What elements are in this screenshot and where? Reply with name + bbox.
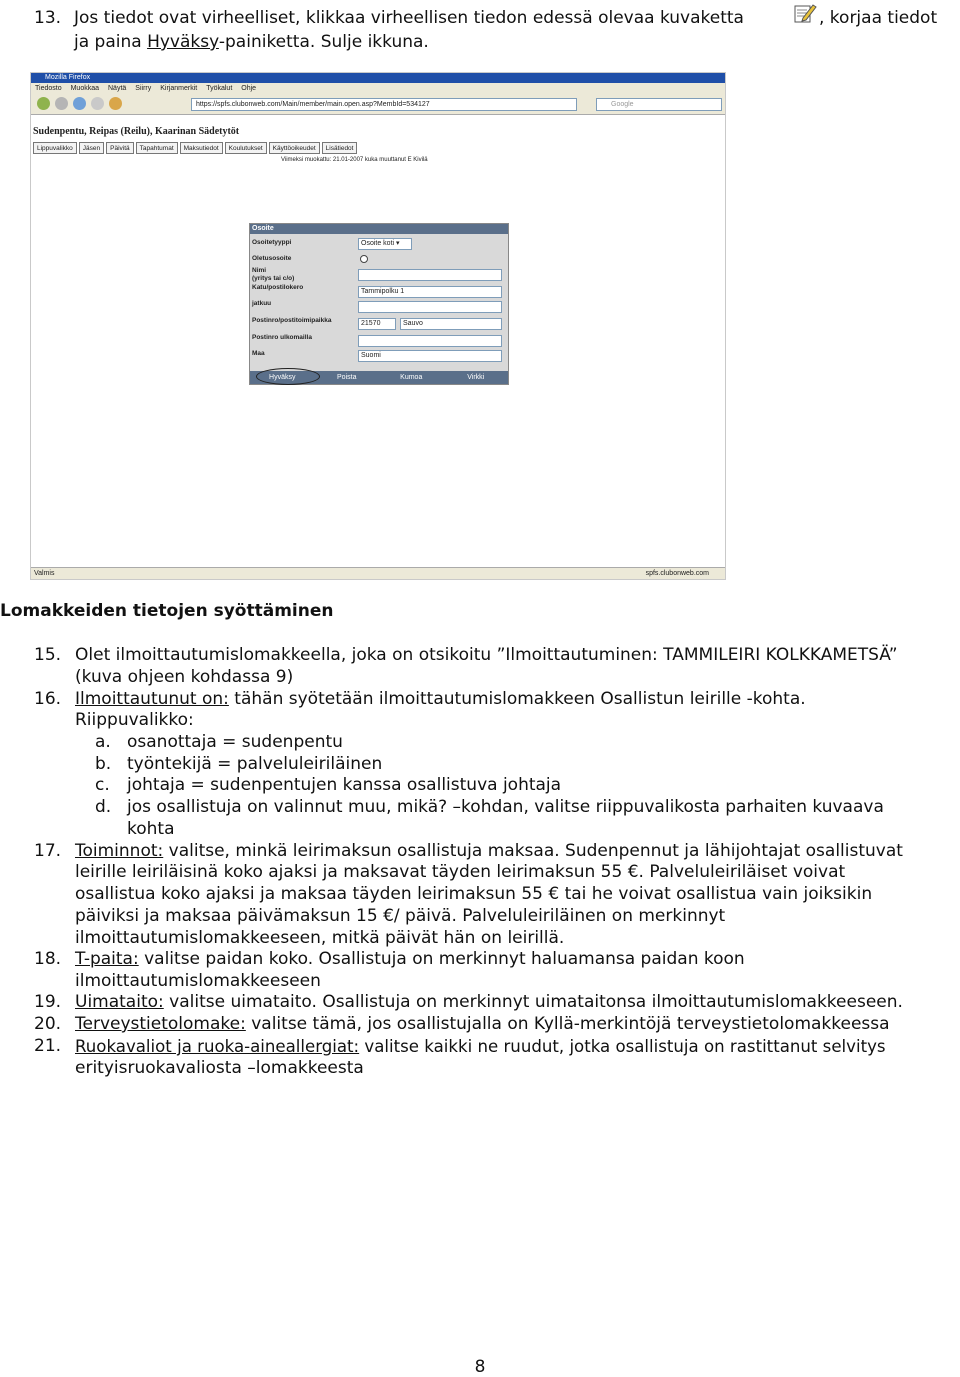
sub-c-text: johtaja = sudenpentujen kanssa osallistuva johtaja [127,775,562,795]
menu-ohje[interactable]: Ohje [241,85,257,92]
item-21-line2: erityisruokavaliosta –lomakkeesta [75,1058,364,1078]
label-yritys: (yritys tai c/o) [252,275,295,282]
label-maa: Maa [252,350,265,357]
item-13-number: 13. [34,8,62,28]
stop-icon[interactable] [91,97,104,110]
tab-lisatiedot[interactable]: Lisätiedot [322,142,358,154]
menu-tiedosto[interactable]: Tiedosto [35,85,62,92]
menu-siirry[interactable]: Siirry [135,85,152,92]
item-17-line3: osallistua koko ajaksi ja maksaa täyden leirimaksun 55 € tai he voivat osallistua vain joiksikin [75,884,873,904]
item-13-line2-text-a: ja paina [74,32,148,52]
browser-navbar [31,94,725,115]
postinro-input[interactable]: 21570 [358,318,396,330]
katu-input[interactable]: Tammipolku 1 [358,286,502,298]
page-tabs [33,142,359,154]
browser-titlebar [31,73,725,83]
item-18-number: 18. [34,949,62,969]
tab-tapahtumat[interactable]: Tapahtumat [136,142,178,154]
item-20-text-1: valitse tämä, jos osallistujalla on Kyllä-merkintöjä terveystietolomakkeessa [245,1014,890,1034]
back-icon[interactable] [37,97,50,110]
item-19-text-1: valitse uimataito. Osallistuja on merkinnyt uimataitonsa ilmoittautumislomakkeeseen. [163,992,903,1012]
menu-muokkaa[interactable]: Muokkaa [70,85,99,92]
item-16-number: 16. [34,689,62,709]
tab-lippuvalikko[interactable]: Lippuvalikko [33,142,77,154]
nimi-input[interactable] [358,269,502,281]
item-20-number: 20. [34,1014,62,1034]
sub-c-letter: c. [95,775,110,795]
kumoa-button[interactable]: Kumoa [400,374,423,381]
item-18-link: T-paita: [75,949,139,969]
menu-nayta[interactable]: Näytä [108,85,127,92]
oletusosoite-radio[interactable] [360,255,368,263]
url-input[interactable]: https://spfs.clubonweb.com/Main/member/main.open.asp?MembId=534127 [191,98,577,111]
address-form [249,223,509,385]
label-osoitetyyppi: Osoitetyyppi [252,239,292,246]
maa-select[interactable]: Suomi [358,350,502,362]
item-15-number: 15. [34,645,62,665]
item-19-number: 19. [34,992,62,1012]
item-17-line4: päiviksi ja maksaa päivämaksun 15 €/ päivä. Palveluleiriläinen on merkinnyt [75,906,726,926]
item-18-text-1: valitse paidan koko. Osallistuja on merkinnyt haluamansa paidan koon [138,949,745,969]
postinro-ulkomailla-input[interactable] [358,335,502,347]
sub-d-text: jos osallistuja on valinnut muu, mikä? –kohdan, valitse riippuvalikosta parhaiten kuvaava [127,797,884,817]
item-17-number: 17. [34,841,62,861]
item-21-line1 [75,1036,886,1058]
page-number: 8 [474,1357,486,1377]
browser-screenshot [30,72,726,580]
tab-maksutiedot[interactable]: Maksutiedot [180,142,223,154]
virkki-button[interactable]: Virkki [467,374,485,381]
item-21-text-1: valitse kaikki ne ruudut, jotka osallistuja on rastittanut selvitys [359,1037,886,1056]
reload-icon[interactable] [73,97,86,110]
item-21-link: Ruokavaliot ja ruoka-aineallergiat: [75,1037,360,1056]
sub-a-letter: a. [95,732,111,752]
tab-paivita[interactable]: Päivitä [106,142,134,154]
status-domain: spfs.clubonweb.com [645,570,709,577]
page-title: Sudenpentu, Reipas (Reilu), Kaarinan Sädetytöt [33,126,240,137]
item-13-line1b: , korjaa tiedot [819,8,938,28]
jatkuu-input[interactable] [358,301,502,313]
item-17-line1 [75,841,903,863]
label-jatkuu: jatkuu [252,300,272,307]
item-15-line1: Olet ilmoittautumislomakkeella, joka on otsikoitu ”Ilmoittautuminen: TAMMILEIRI KOLKKAMETSÄ” [75,645,898,665]
item-19-link: Uimataito: [75,992,164,1012]
sub-b-letter: b. [95,754,112,774]
item-20-link: Terveystietolomake: [75,1014,246,1034]
item-15-line2: (kuva ohjeen kohdassa 9) [75,667,294,687]
osoitetyyppi-select[interactable] [358,238,412,250]
poista-button[interactable]: Poista [337,374,357,381]
chevron-down-icon: ▾ [396,240,400,247]
sub-d-letter: d. [95,797,112,817]
modified-note: Viimeksi muokattu: 21.01-2007 kuka muuttanut E Kivilä [281,157,428,163]
item-16-text: tähän syötetään ilmoittautumislomakkeen Osallistun leirille -kohta. [228,689,806,709]
sub-d-text-2: kohta [127,819,175,839]
item-16-link: Ilmoittautunut on: [75,689,229,709]
sub-a-text: osanottaja = sudenpentu [127,732,343,752]
item-17-line5: ilmoittautumislomakkeeseen, mitkä päivät hän on leirillä. [75,928,565,948]
menu-kirjanmerkit[interactable]: Kirjanmerkit [160,85,198,92]
item-13-line2 [74,32,429,54]
section-heading: Lomakkeiden tietojen syöttäminen [0,601,334,621]
item-17-link: Toiminnot: [75,841,164,861]
tab-koulutukset[interactable]: Koulutukset [225,142,267,154]
item-18-line1 [75,949,745,971]
home-icon[interactable] [109,97,122,110]
search-input[interactable]: Google [596,98,722,111]
hyvaksy-highlight-ellipse [256,368,320,385]
item-19-line1 [75,992,903,1014]
form-header: Osoite [250,224,508,234]
menu-tyokalut[interactable]: Työkalut [206,85,233,92]
label-postinro-ulkomailla: Postinro ulkomailla [252,334,312,341]
label-postinro: Postinro/postitoimipaikka [252,317,332,324]
osoitetyyppi-value: Osoite koti [361,240,395,247]
hyvaksy-link: Hyväksy [147,32,219,52]
item-16-line1 [75,689,806,711]
item-13-line1: Jos tiedot ovat virheelliset, klikkaa virheellisen tiedon edessä olevaa kuvaketta [74,8,744,28]
item-13-line2-text-b: -painiketta. Sulje ikkuna. [218,32,429,52]
label-nimi: Nimi [252,267,267,274]
item-16-line2: Riippuvalikko: [75,710,194,730]
item-20-line1 [75,1014,890,1036]
hyvaksy-button[interactable]: Hyväksy [269,374,296,381]
item-18-line2: ilmoittautumislomakkeeseen [75,971,321,991]
tab-jasen[interactable]: Jäsen [79,142,104,154]
postitoimipaikka-input[interactable]: Sauvo [400,318,502,330]
edit-icon [793,2,817,24]
item-21-number: 21. [34,1036,62,1056]
forward-icon[interactable] [55,97,68,110]
item-17-text-1: valitse, minkä leirimaksun osallistuja maksaa. Sudenpennut ja lähijohtajat osallistuvat [163,841,903,861]
status-text: Valmis [34,570,55,577]
item-17-line2: leirille leiriläisinä koko ajaksi ja maksavat täyden leirimaksun 55 €. Palveluleiriläiset voivat [75,862,846,882]
browser-title: Mozilla Firefox [45,74,91,81]
tab-kayttooikeudet[interactable]: Käyttöoikeudet [269,142,320,154]
browser-menubar [31,83,725,94]
sub-b-text: työntekijä = palveluleiriläinen [127,754,383,774]
label-oletusosoite: Oletusosoite [252,255,292,262]
browser-statusbar [31,567,725,579]
label-katu: Katu/postilokero [252,284,304,291]
